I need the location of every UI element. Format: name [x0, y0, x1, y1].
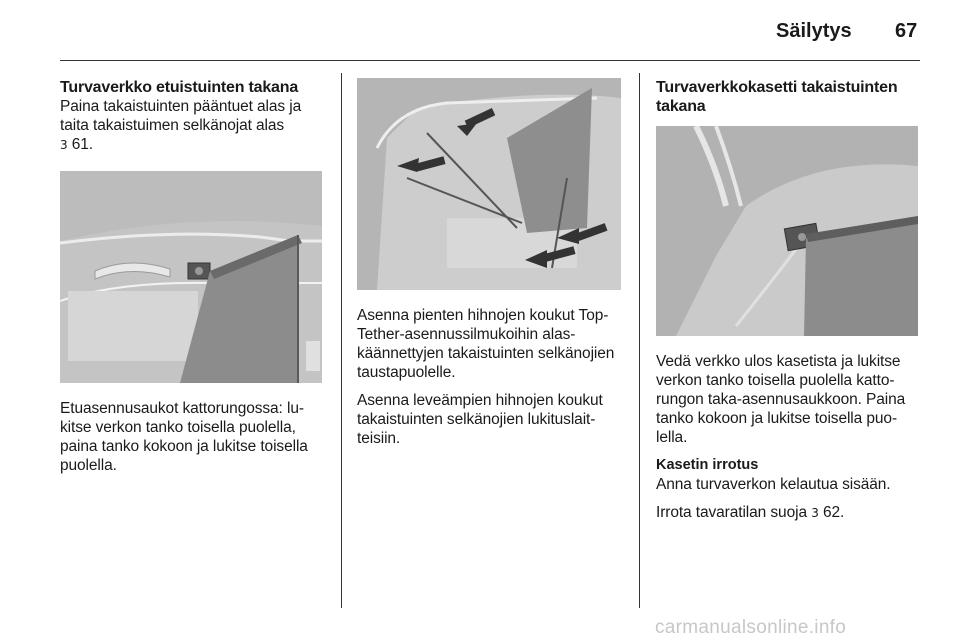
paragraph: Asenna pienten hihnojen koukut Top-Tether-asennussilmukoihin alaskäännettyjen takaistuinten selkänojien taustapuolelle.: [357, 307, 615, 381]
column-3: [656, 78, 922, 523]
intro-paragraph: [60, 97, 326, 155]
column-divider: [341, 73, 342, 608]
column-1: [60, 78, 326, 475]
header-rule: [60, 60, 920, 61]
section-heading: Turvaverkko etuistuinten takana: [60, 79, 299, 96]
paragraph-text: Irrota tavaratilan suoja: [656, 504, 807, 521]
subheading: Kasetin irrotus: [656, 457, 759, 473]
page-header: [0, 0, 960, 62]
column-divider: [639, 73, 640, 608]
section-title: Säilytys: [776, 20, 852, 42]
page-number: 67: [895, 20, 918, 42]
intro-text: Paina takaistuinten pääntuet alas ja taita takaistuimen selkänojat alas: [60, 98, 302, 134]
paragraph: [656, 503, 922, 523]
page-reference-icon: 3: [60, 138, 68, 152]
paragraph: Vedä verkko ulos kasetista ja lukitse verkon tanko toisella puolella kattorungon taka-asennusaukkoon. Paina tanko kokoon ja lukitse toisella puolella.: [656, 353, 906, 446]
column-2: [357, 78, 625, 448]
section-heading: Turvaverkkokasetti takaistuinten takana: [656, 79, 898, 115]
page-reference-icon: 3: [811, 506, 819, 520]
figure-roof-mounting: [60, 171, 322, 383]
figure-caption: Etuasennusaukot kattorungossa: lukitse verkon tanko toisella puolella, paina tanko kokoon ja lukitse toisella puolella.: [60, 400, 308, 474]
figure-cassette: [656, 126, 918, 336]
page-reference: 61.: [71, 136, 94, 153]
figure-strap-mounting: [357, 78, 621, 290]
page-reference: 62.: [822, 504, 845, 521]
paragraph: Anna turvaverkon kelautua sisään.: [656, 476, 891, 493]
paragraph: Asenna leveämpien hihnojen koukut takaistuinten selkänojien lukituslaitteisiin.: [357, 392, 603, 447]
watermark: carmanualsonline.info: [655, 617, 847, 638]
